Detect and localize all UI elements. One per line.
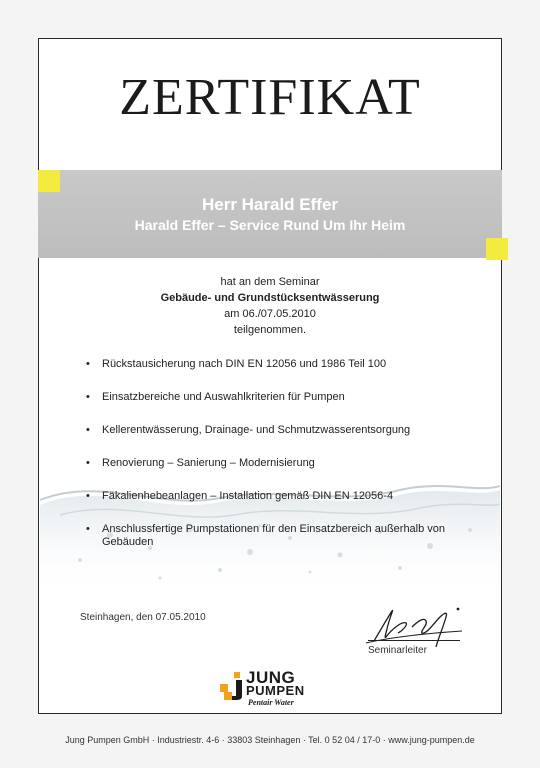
bullet-icon: •: [86, 424, 90, 436]
bullet-icon: •: [86, 457, 90, 469]
seminar-title: Gebäude- und Grundstücksentwässerung: [160, 292, 380, 304]
bullet-icon: •: [86, 523, 90, 535]
list-item: [86, 424, 456, 437]
topic-text: Renovierung – Sanierung – Modernisierung: [102, 457, 315, 469]
accent-square-right: [486, 238, 508, 260]
list-item: [86, 457, 456, 470]
logo-brand-bottom: PUMPEN: [246, 683, 305, 698]
list-item: [86, 358, 456, 371]
list-item: [86, 391, 456, 404]
list-item: [86, 523, 456, 549]
place-date: Steinhagen, den 07.05.2010: [80, 612, 206, 623]
topic-list: [86, 358, 456, 569]
accent-square-left: [38, 170, 60, 192]
logo-brand-sub: Pentair Water: [248, 698, 294, 707]
topic-text: Rückstausicherung nach DIN EN 12056 und 1986 Teil 100: [102, 358, 387, 370]
certificate-title: ZERTIFIKAT: [119, 69, 421, 126]
participation-line: teilgenommen.: [233, 324, 307, 336]
topic-text: Einsatzbereiche und Auswahlkriterien für Pumpen: [102, 391, 345, 403]
signature-role: Seminarleiter: [368, 645, 427, 656]
seminar-date: am 06./07.05.2010: [224, 308, 316, 320]
topic-text: Fäkalienhebeanlagen – Installation gemäß DIN EN 12056-4: [102, 490, 394, 502]
logo-brand-top: JUNG: [246, 668, 296, 687]
bullet-icon: •: [86, 358, 90, 370]
recipient-name: Herr Harald Effer: [201, 195, 339, 214]
bullet-icon: •: [86, 391, 90, 403]
bullet-icon: •: [86, 490, 90, 502]
recipient-company: Harald Effer – Service Rund Um Ihr Heim: [134, 217, 406, 233]
signature-image: [362, 603, 472, 651]
intro-line: hat an dem Seminar: [220, 276, 320, 288]
signature-line: [368, 640, 460, 641]
topic-text: Anschlussfertige Pumpstationen für den Einsatzbereich außerhalb von Gebäuden: [102, 523, 446, 548]
company-logo: [220, 670, 324, 710]
footer-address: Jung Pumpen GmbH · Industriestr. 4-6 · 33803 Steinhagen · Tel. 0 52 04 / 17-0 · www.jung-pumpen.de: [65, 735, 475, 745]
topic-text: Kellerentwässerung, Drainage- und Schmutzwasserentsorgung: [102, 424, 411, 436]
jung-logo-icon: [220, 670, 244, 700]
list-item: [86, 490, 456, 503]
